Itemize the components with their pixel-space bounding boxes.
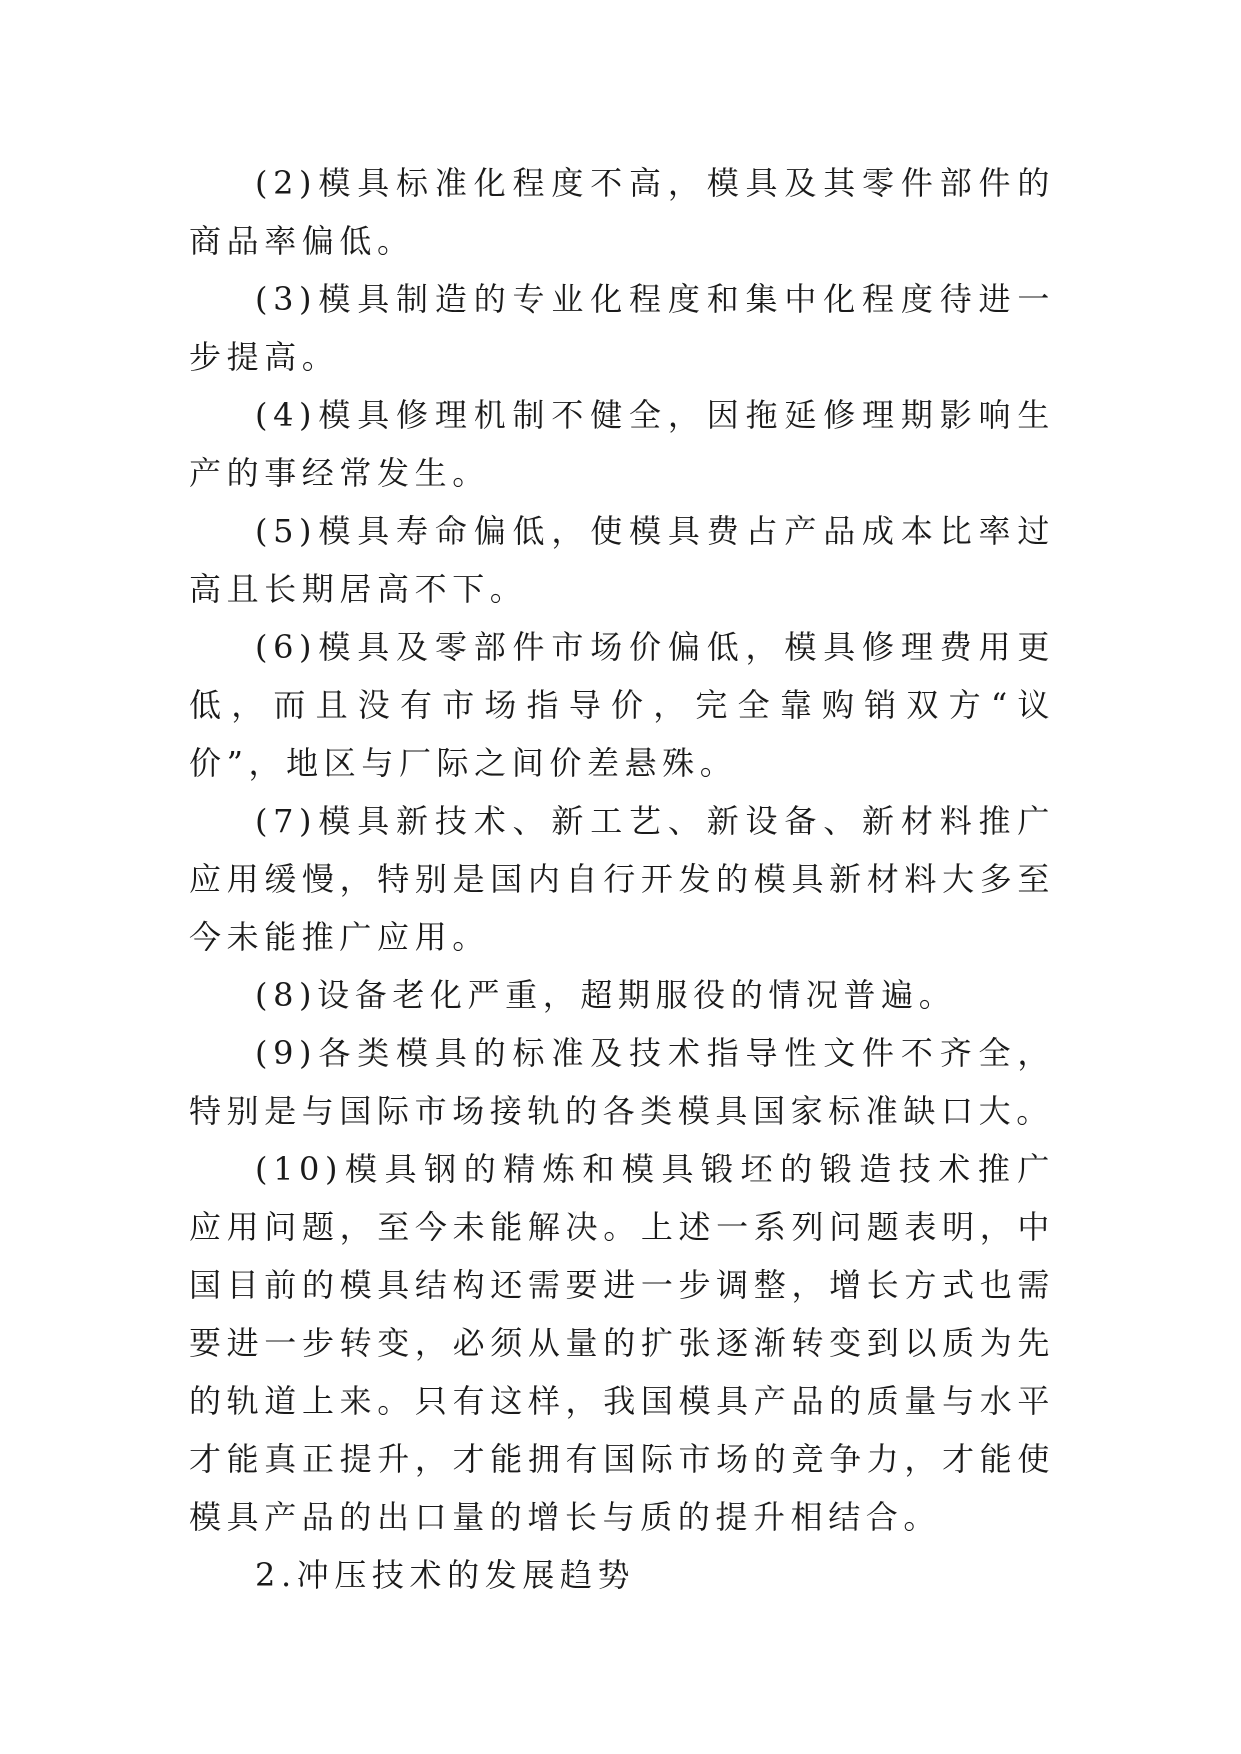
- paragraph: (4)模具修理机制不健全，因拖延修理期影响生产的事经常发生。: [189, 396, 1055, 492]
- document-body: [189, 154, 1055, 1604]
- paragraph: (5)模具寿命偏低，使模具费占产品成本比率过高且长期居高不下。: [189, 512, 1055, 608]
- paragraph: (6)模具及零部件市场价偏低，模具修理费用更低，而且没有市场指导价，完全靠购销双方“议价”，地区与厂际之间价差悬殊。: [189, 628, 1055, 782]
- paragraph: (10)模具钢的精炼和模具锻坯的锻造技术推广应用问题，至今未能解决。上述一系列问题表明，中国目前的模具结构还需要进一步调整，增长方式也需要进一步转变，必须从量的扩张逐渐转变到以质为先的轨道上来。只有这样，我国模具产品的质量与水平才能真正提升，才能拥有国际市场的竞争力，才能使模具产品的出口量的增长与质的提升相结合。: [189, 1150, 1055, 1536]
- paragraph: (8)设备老化严重，超期服役的情况普遍。: [255, 976, 957, 1014]
- paragraph: (7)模具新技术、新工艺、新设备、新材料推广应用缓慢，特别是国内自行开发的模具新材料大多至今未能推广应用。: [189, 802, 1055, 956]
- section-heading: 2.冲压技术的发展趋势: [255, 1556, 636, 1594]
- paragraph: (9)各类模具的标准及技术指导性文件不齐全，特别是与国际市场接轨的各类模具国家标准缺口大。: [189, 1034, 1055, 1130]
- paragraph: (3)模具制造的专业化程度和集中化程度待进一步提高。: [189, 280, 1055, 376]
- paragraph: (2)模具标准化程度不高，模具及其零件部件的商品率偏低。: [189, 164, 1055, 260]
